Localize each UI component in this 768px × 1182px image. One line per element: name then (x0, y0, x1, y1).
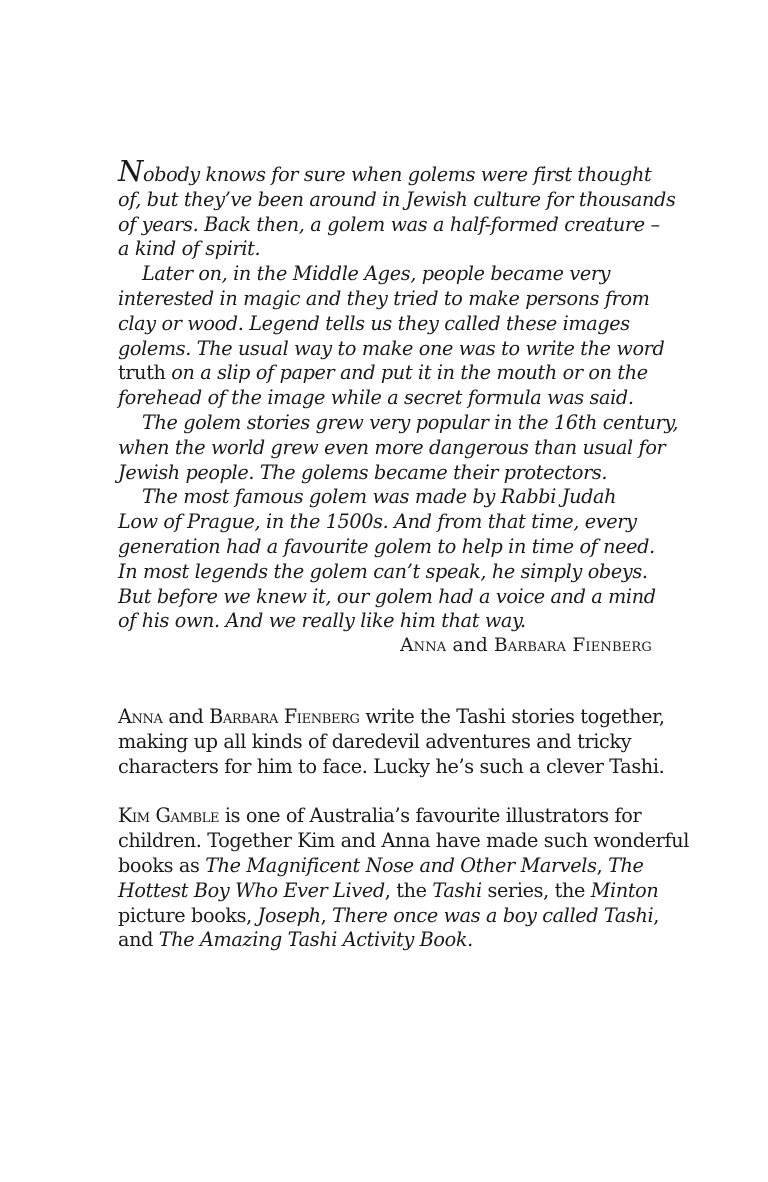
note-paragraph-4-line: generation had a favourite golem to help in time of need. (118, 534, 655, 558)
note-paragraph-4-line: of his own. And we really like him that way. (118, 609, 526, 633)
book-title: Minton (590, 878, 659, 902)
note-paragraph-4-line: Low of Prague, in the 1500s. And from that time, every (118, 510, 637, 534)
book-title: The Amazing Tashi Activity Book (158, 928, 468, 952)
authors-note (118, 154, 679, 659)
note-paragraph-2-line: truth on a slip of paper and put it in the mouth or on the (118, 361, 648, 385)
book-title: The (608, 853, 644, 877)
book-title: The Magnificent Nose and Other Marvels (205, 853, 597, 877)
note-paragraph-1-line: of years. Back then, a golem was a half-formed creature – (118, 212, 660, 236)
book-title: There once was a boy called Tashi (332, 903, 654, 927)
note-paragraph-2-line: interested in magic and they tried to make persons from (118, 286, 650, 310)
page-content (118, 154, 689, 953)
note-paragraph-1-line: of, but they’ve been around in Jewish culture for thousands (118, 187, 676, 211)
bio-illustrator-name: Kim Gamble (118, 804, 220, 828)
note-paragraph-2-line: golems. The usual way to make one was to write the word (118, 336, 665, 360)
note-paragraph-2-line: Later on, in the Middle Ages, people became very (142, 262, 611, 286)
note-paragraph-2-line: forehead of the image while a secret formula was said. (118, 386, 634, 410)
bio-author-name-1: Anna (118, 704, 163, 728)
drop-cap: N (118, 154, 144, 188)
note-paragraph-1-line: a kind of spirit. (118, 237, 261, 261)
word-truth: truth (118, 361, 166, 385)
note-paragraph-4-line: But before we knew it, our golem had a voice and a mind (118, 584, 656, 608)
note-paragraph-3-line: when the world grew even more dangerous than usual for (118, 435, 666, 459)
book-title: Hottest Boy Who Ever Lived (118, 878, 385, 902)
note-paragraph-3-line: The golem stories grew very popular in the 16th century, (142, 410, 679, 434)
book-title: Tashi (432, 878, 482, 902)
bio-author-name-2: Barbara Fienberg (209, 704, 360, 728)
note-paragraph-1-line: Nobody knows for sure when golems were first thought (118, 154, 652, 188)
book-title: Joseph (257, 903, 321, 927)
note-byline: Anna and Barbara Fienberg (400, 635, 652, 657)
note-paragraph-3-line: Jewish people. The golems became their protectors. (118, 460, 608, 484)
note-paragraph-4-line: In most legends the golem can’t speak, he simply obeys. (118, 559, 648, 583)
note-paragraph-2-line: clay or wood. Legend tells us they called these images (118, 311, 630, 335)
note-paragraph-4-line: The most famous golem was made by Rabbi Judah (142, 485, 617, 509)
illustrator-bio: Kim Gamble is one of Australia’s favourite illustrators for children. Together Kim and Anna have made such wonderful books as The Magnificent Nose and Other Marvels, The Hottest Boy Who Ever Lived, the Tashi series, the Minton picture books, Joseph, There once was a boy called Tashi, and The Amazing Tashi Activity Book. (118, 804, 689, 952)
authors-bio: Anna and Barbara Fienberg write the Tashi stories together, making up all kinds of daredevil adventures and tricky characters for him to face. Lucky he’s such a clever Tashi. (118, 704, 665, 778)
